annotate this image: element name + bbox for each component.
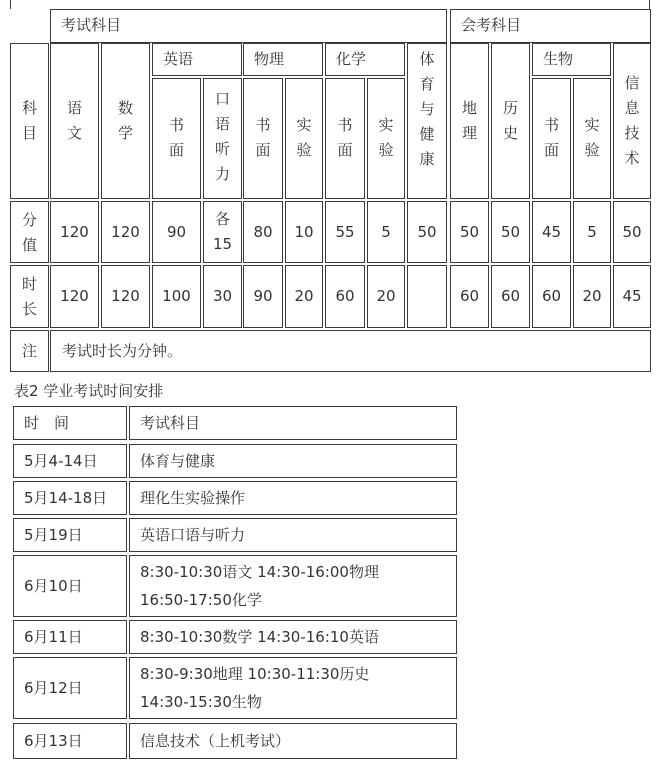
schedule-subjects-cell (129, 518, 457, 552)
duration-value: 20 (376, 287, 396, 305)
schedule-subject-line: 英语口语与听力 (140, 526, 246, 544)
score-cell (325, 201, 365, 263)
schedule-subject-line: 16:50-17:50化学 (140, 591, 262, 609)
score-value: 各 15 (212, 210, 233, 253)
duration-cell (450, 265, 489, 328)
schedule-header-subjects (129, 406, 457, 440)
subject-geo (450, 43, 489, 199)
group-physics-label: 物理 (254, 50, 285, 68)
group-chemistry-label: 化学 (336, 50, 367, 68)
schedule-date-cell (13, 555, 127, 617)
schedule-header-subjects-text: 考试科目 (140, 414, 201, 432)
duration-cell (203, 265, 242, 328)
schedule-date: 6月12日 (24, 679, 83, 697)
schedule-subjects-cell (129, 723, 457, 759)
group-exam-label: 考试科目 (61, 16, 122, 34)
table2-caption: 表2 学业考试时间安排 (14, 382, 164, 400)
duration-value: 45 (622, 287, 642, 305)
duration-cell (243, 265, 283, 328)
subject-it (613, 43, 651, 199)
row-label-duration (10, 265, 49, 328)
duration-value: 90 (253, 287, 273, 305)
subject-phy-lab-text: 实 验 (296, 116, 312, 159)
duration-value: 120 (111, 287, 140, 305)
schedule-date-cell (13, 481, 127, 515)
group-hui-label: 会考科目 (461, 16, 522, 34)
score-cell (491, 201, 530, 263)
subject-bio-written (532, 78, 571, 199)
subject-chinese-text: 语 文 (66, 99, 82, 142)
duration-value: 30 (212, 287, 233, 305)
score-cell (152, 201, 201, 263)
subject-phy-written (243, 78, 283, 199)
schedule-date-cell (13, 518, 127, 552)
subject-chem-written-text: 书 面 (337, 116, 353, 159)
subject-history-text: 历 史 (502, 99, 518, 142)
row-label-subject-text: 科 目 (21, 99, 37, 142)
score-cell (450, 201, 489, 263)
duration-cell (613, 265, 651, 328)
duration-value: 60 (459, 287, 480, 305)
subject-chem-lab-text: 实 验 (378, 116, 394, 159)
score-value: 50 (622, 223, 642, 241)
subject-chem-lab (367, 78, 405, 199)
schedule-date: 6月13日 (24, 732, 83, 750)
score-cell (573, 201, 611, 263)
score-value: 5 (587, 223, 597, 241)
duration-value: 60 (335, 287, 355, 305)
subject-chem-written (325, 78, 365, 199)
score-cell (101, 201, 150, 263)
subject-chinese (50, 43, 99, 199)
row-label-note-text: 注 (21, 342, 37, 360)
group-hui-subjects (450, 9, 651, 43)
duration-cell (407, 265, 447, 328)
row-label-note (10, 330, 49, 372)
subject-bio-lab (573, 78, 611, 199)
duration-cell (285, 265, 323, 328)
row-label-subject (10, 43, 49, 199)
score-cell (203, 201, 242, 263)
subject-history (491, 43, 530, 199)
note-text: 考试时长为分钟。 (62, 342, 183, 360)
score-value: 55 (335, 223, 355, 241)
subject-phy-lab (285, 78, 323, 199)
duration-cell (50, 265, 99, 328)
duration-value: 60 (500, 287, 521, 305)
schedule-date-cell (13, 723, 127, 759)
schedule-subject-line: 信息技术（上机考试） (140, 732, 291, 750)
row-label-score (10, 201, 49, 263)
score-cell (532, 201, 571, 263)
duration-cell (152, 265, 201, 328)
subject-bio-lab-text: 实 验 (584, 116, 600, 159)
schedule-date: 6月11日 (24, 628, 83, 646)
row-label-score-text: 分 值 (21, 211, 37, 254)
subject-pe-text: 体 育 与 健 康 (419, 50, 435, 168)
duration-value: 100 (162, 287, 191, 305)
schedule-subject-line: 8:30-10:30数学 14:30-16:10英语 (140, 628, 379, 646)
schedule-subjects-cell (129, 620, 457, 654)
schedule-date: 5月14-18日 (24, 489, 108, 507)
schedule-date: 5月4-14日 (24, 452, 98, 470)
schedule-date: 6月10日 (24, 577, 83, 595)
score-value: 120 (111, 223, 140, 241)
subject-math-text: 数 学 (117, 99, 133, 142)
subject-eng-written (152, 78, 201, 199)
duration-cell (573, 265, 611, 328)
schedule-date: 5月19日 (24, 526, 83, 544)
group-biology-label: 生物 (543, 50, 574, 68)
duration-value: 60 (541, 287, 562, 305)
group-english (152, 43, 242, 76)
row-label-duration-text: 时 长 (21, 275, 37, 318)
subject-eng-written-text: 书 面 (168, 116, 184, 159)
note-cell (50, 330, 651, 372)
score-value: 50 (417, 223, 437, 241)
score-cell (285, 201, 323, 263)
score-value: 120 (60, 223, 89, 241)
schedule-header-time-text: 时 间 (24, 414, 70, 432)
subject-eng-oral-text: 口 语 听 力 (214, 90, 230, 183)
group-chemistry (325, 43, 405, 76)
score-value: 80 (253, 223, 273, 241)
schedule-subject-line: 14:30-15:30生物 (140, 693, 262, 711)
subject-bio-written-text: 书 面 (543, 116, 559, 159)
schedule-subject-line: 8:30-9:30地理 10:30-11:30历史 (140, 665, 370, 683)
duration-cell (491, 265, 530, 328)
score-value: 50 (500, 223, 521, 241)
duration-cell (367, 265, 405, 328)
score-value: 45 (541, 223, 562, 241)
subject-eng-oral (203, 78, 242, 199)
score-cell (407, 201, 447, 263)
schedule-subject-line: 理化生实验操作 (140, 489, 246, 507)
score-cell (367, 201, 405, 263)
duration-cell (325, 265, 365, 328)
schedule-header-time (13, 406, 127, 440)
schedule-subjects-cell (129, 481, 457, 515)
score-cell (50, 201, 99, 263)
duration-value: 20 (294, 287, 314, 305)
group-english-label: 英语 (163, 50, 194, 68)
schedule-subjects-cell (129, 444, 457, 478)
score-cell (243, 201, 283, 263)
group-biology (532, 43, 611, 76)
group-physics (243, 43, 323, 76)
score-value: 50 (459, 223, 480, 241)
subject-math (101, 43, 150, 199)
score-value: 10 (294, 223, 314, 241)
duration-value: 120 (60, 287, 89, 305)
schedule-date-cell (13, 444, 127, 478)
score-value: 90 (166, 223, 187, 241)
score-cell (613, 201, 651, 263)
clipped-top-strip (10, 0, 650, 9)
subject-it-text: 信 息 技 术 (624, 74, 640, 167)
schedule-subjects-cell (129, 555, 457, 617)
subject-geo-text: 地 理 (461, 99, 477, 142)
schedule-subjects-cell (129, 657, 457, 719)
duration-cell (101, 265, 150, 328)
score-value: 5 (381, 223, 391, 241)
subject-phy-written-text: 书 面 (255, 116, 271, 159)
duration-cell (532, 265, 571, 328)
subject-pe (407, 43, 447, 199)
schedule-subject-line: 体育与健康 (140, 452, 216, 470)
duration-value: 20 (582, 287, 602, 305)
schedule-date-cell (13, 620, 127, 654)
group-exam-subjects (50, 9, 447, 43)
schedule-subject-line: 8:30-10:30语文 14:30-16:00物理 (140, 563, 379, 581)
schedule-date-cell (13, 657, 127, 719)
